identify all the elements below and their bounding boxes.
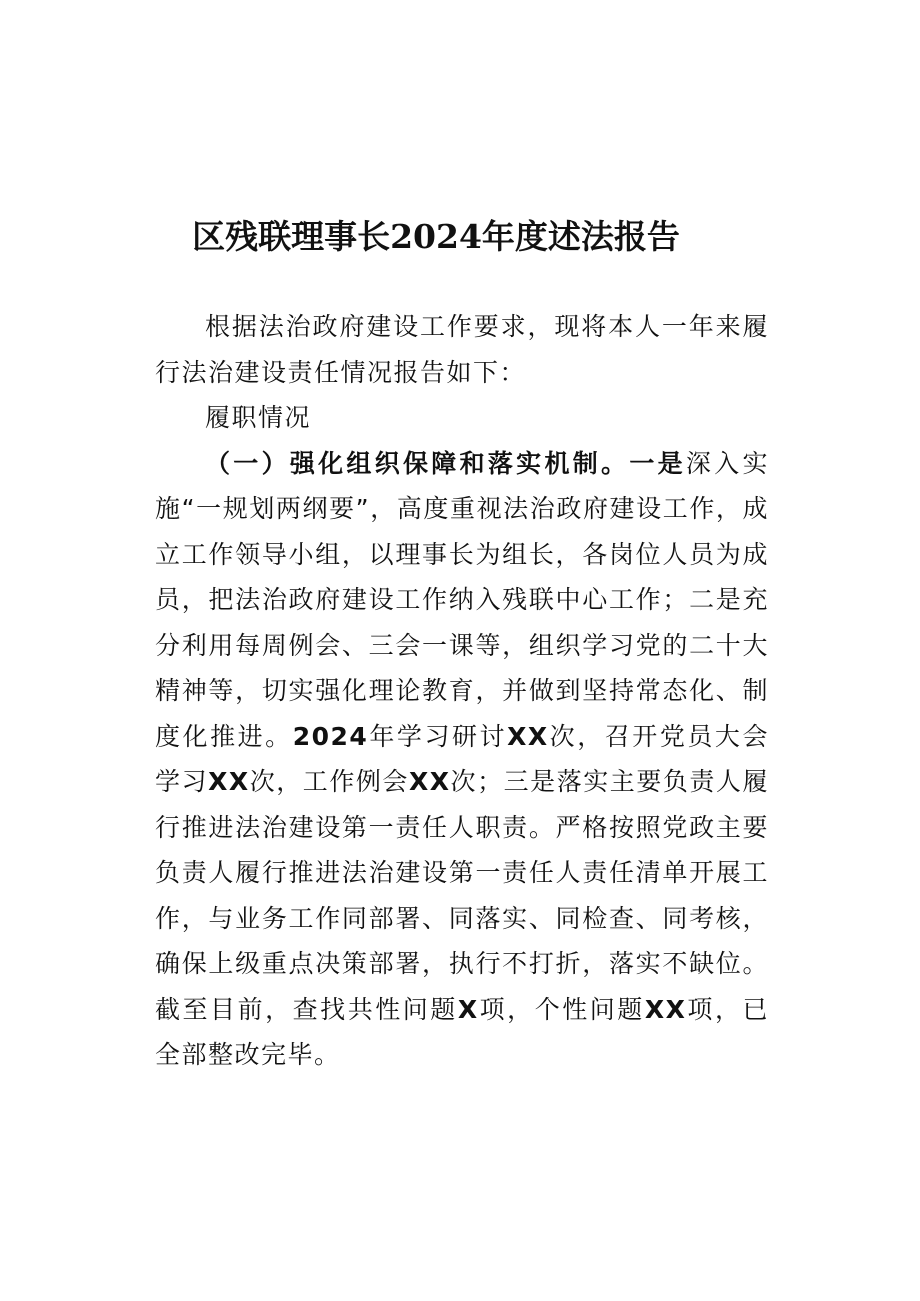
section-heading: 履职情况 bbox=[205, 403, 312, 432]
count-individual-issues: XX bbox=[644, 994, 687, 1024]
document-body bbox=[155, 304, 769, 1078]
section1-text-part2: 年学习研讨 bbox=[368, 721, 508, 751]
section1-text-part3: 次，召开党员大会学习 bbox=[155, 721, 769, 796]
section1-lead: 一是 bbox=[629, 448, 686, 478]
intro-paragraph: 根据法治政府建设工作要求，现将本人一年来履行法治建设责任情况报告如下： bbox=[155, 312, 769, 387]
section1-paragraph bbox=[155, 441, 769, 1078]
section1-text-part7: 项，已全部整改完毕。 bbox=[155, 994, 769, 1069]
section1-text-part6: 项，个性问题 bbox=[478, 994, 645, 1024]
section1-text-part5: 次；三是落实主要负责人履行推进法治建设第一责任人职责。严格按照党政主要负责人履行推进法治建设第一责任人责任清单开展工作，与业务工作同部署、同落实、同检查、同考核，确保上级重点决策部署，执行不打折，落实不缺位。截至目前，查找共性问题 bbox=[155, 767, 769, 1024]
count-common-issues: X bbox=[457, 994, 479, 1024]
section1-heading: （一）强化组织保障和落实机制。 bbox=[205, 448, 630, 478]
section1-text-part4: 次，工作例会 bbox=[249, 767, 409, 796]
document-title: 区残联理事长2024年度述法报告 bbox=[192, 217, 680, 256]
year-number: 2024 bbox=[292, 721, 369, 751]
count-study-sessions: XX bbox=[507, 721, 549, 751]
section1-text-part1: 深入实施“一规划两纲要”，高度重视法治政府建设工作，成立工作领导小组，以理事长为组长，各岗位人员为成员，把法治政府建设工作纳入残联中心工作；二是充分利用每周例会、三会一课等，组织学习党的二十大精神等，切实强化理论教育，并做到坚持常态化、制度化推进。 bbox=[155, 448, 769, 751]
count-member-meetings: XX bbox=[208, 767, 250, 796]
count-work-meetings: XX bbox=[408, 767, 451, 796]
